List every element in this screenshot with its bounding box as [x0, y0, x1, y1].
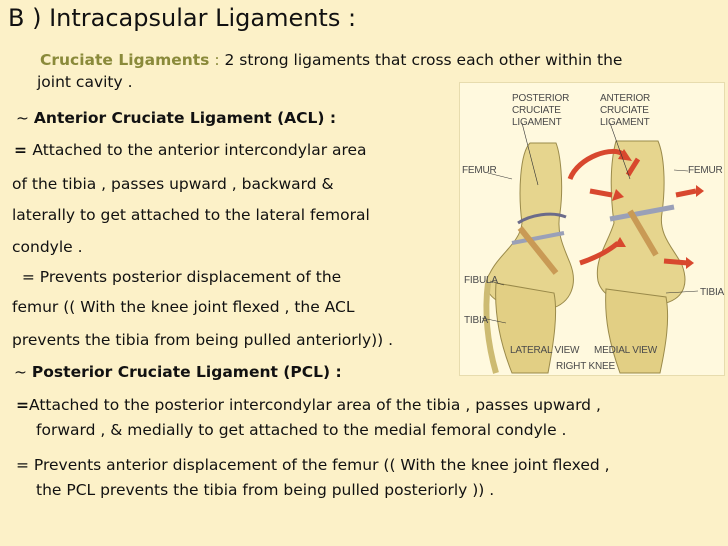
label-femur-left: FEMUR [462, 165, 497, 176]
label-acl-3: LIGAMENT [600, 117, 650, 128]
acl-attach-line-1 [14, 140, 367, 160]
intro-line-1 [40, 50, 622, 70]
acl-attach-2: of the tibia , passes upward , backward & [12, 175, 334, 193]
knee-ligament-figure [459, 82, 725, 376]
pcl-attach-1: Attached to the posterior intercondylar area of the tibia , passes upward , [29, 396, 601, 414]
acl-prevent-1: = Prevents posterior displacement of the [12, 268, 342, 286]
acl-attach-1: Attached to the anterior intercondylar area [32, 141, 367, 159]
pcl-prevent-2: the PCL prevents the tibia from being pulled posteriorly )) . [36, 481, 495, 499]
label-lateral-view: LATERAL VIEW [510, 345, 580, 356]
label-acl-1: ANTERIOR [600, 93, 651, 104]
pcl-heading-text: Posterior Cruciate Ligament (PCL) : [31, 363, 342, 381]
label-fibula: FIBULA [464, 275, 498, 286]
medial-view-knee [597, 141, 685, 373]
acl-eq: = [14, 141, 33, 159]
slide-title: B ) Intracapsular Ligaments : [8, 4, 357, 32]
label-right-knee: RIGHT KNEE [556, 361, 615, 372]
acl-prevent-2: femur (( With the knee joint flexed , the ACL [12, 298, 355, 316]
label-tibia-left: TIBIA [464, 315, 489, 326]
knee-illustration [460, 83, 724, 375]
acl-heading [16, 108, 336, 128]
label-femur-right: FEMUR [688, 165, 723, 176]
label-tibia-right: TIBIA [700, 287, 725, 298]
lateral-view-knee [486, 143, 573, 373]
acl-tilde: ~ [16, 109, 34, 127]
cruciate-term: Cruciate Ligaments [40, 51, 210, 69]
intro-colon: : [209, 51, 225, 69]
pcl-heading [14, 362, 342, 382]
label-pcl-1: POSTERIOR [512, 93, 570, 104]
pcl-attach-line-1 [16, 395, 601, 415]
pcl-tilde: ~ [14, 363, 32, 381]
label-pcl-2: CRUCIATE [512, 105, 561, 116]
label-acl-2: CRUCIATE [600, 105, 649, 116]
intro-text-1: 2 strong ligaments that cross each other within the [224, 51, 623, 69]
acl-heading-text: Anterior Cruciate Ligament (ACL) : [33, 109, 337, 127]
pcl-attach-2: forward , & medially to get attached to the medial femoral condyle . [36, 421, 567, 439]
label-medial-view: MEDIAL VIEW [594, 345, 657, 356]
intro-text-2: joint cavity . [37, 73, 133, 91]
pcl-prevent-1: = Prevents anterior displacement of the femur (( With the knee joint flexed , [16, 456, 610, 474]
acl-prevent-3: prevents the tibia from being pulled anteriorly)) . [12, 331, 394, 349]
label-pcl-3: LIGAMENT [512, 117, 562, 128]
acl-attach-4: condyle . [12, 238, 83, 256]
pcl-eq: = [16, 396, 29, 414]
acl-attach-3: laterally to get attached to the lateral femoral [12, 206, 370, 224]
